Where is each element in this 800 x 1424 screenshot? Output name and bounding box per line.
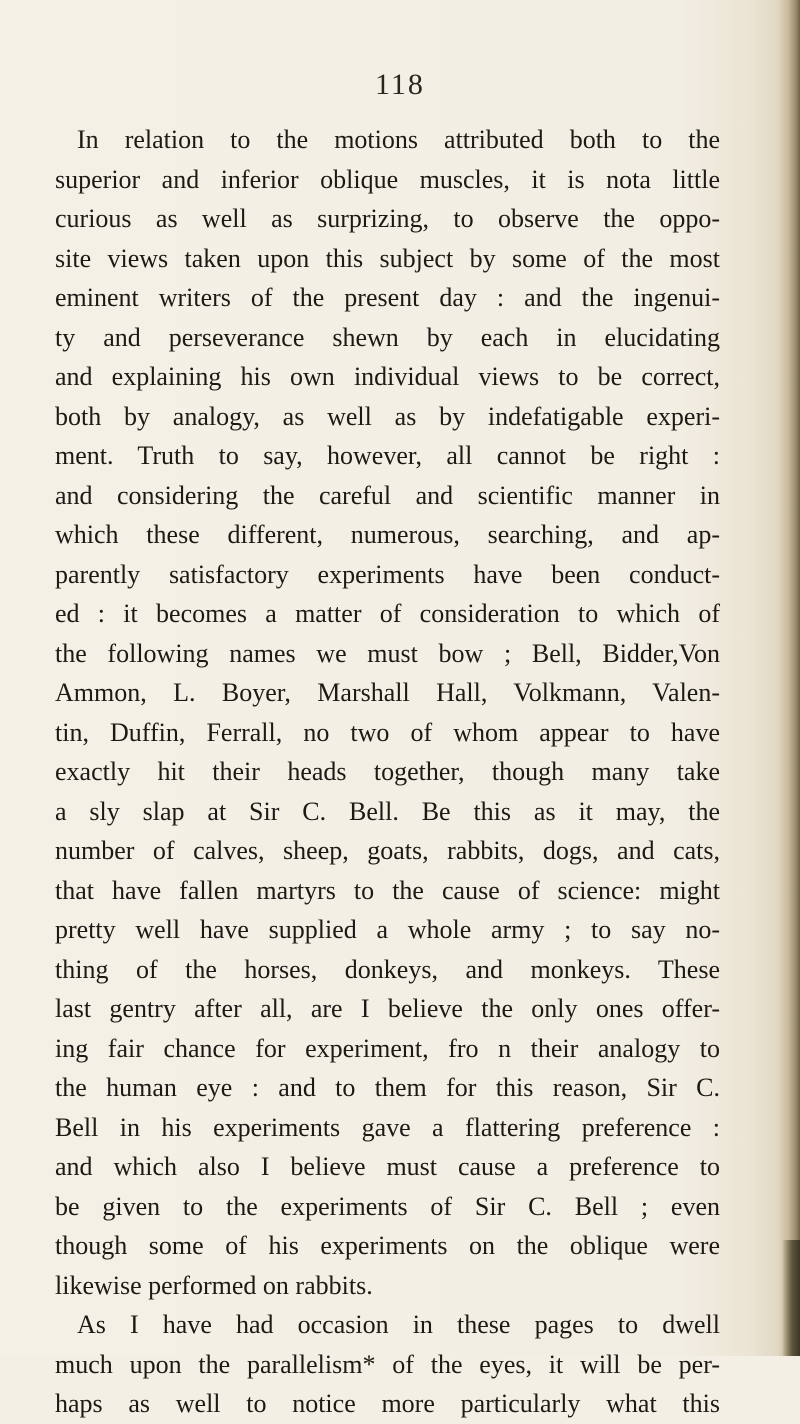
text-line: As I have had occasion in these pages to dwell bbox=[77, 1310, 720, 1339]
body-text bbox=[55, 120, 720, 1424]
text-line: ty and perseverance shewn by each in elucidating bbox=[55, 322, 720, 352]
text-line: haps as well to notice more particularly what this bbox=[55, 1389, 720, 1418]
text-line: and which also I believe must cause a preference to bbox=[55, 1152, 720, 1181]
text-line: site views taken upon this subject by some of the most bbox=[55, 243, 720, 273]
text-line: both by analogy, as well as by indefatigable experi- bbox=[55, 401, 720, 431]
text-line: the human eye : and to them for this reason, Sir C. bbox=[55, 1073, 720, 1102]
text-line: which these different, numerous, searching, and ap- bbox=[55, 520, 720, 549]
text-line: exactly hit their heads together, though many take bbox=[55, 757, 720, 786]
text-line: and explaining his own individual views to be correct, bbox=[55, 362, 720, 391]
text-line: likewise performed on rabbits. bbox=[55, 1270, 373, 1300]
text-line: Bell in his experiments gave a flattering preference : bbox=[55, 1112, 720, 1142]
text-line: last gentry after all, are I believe the only ones offer- bbox=[55, 994, 720, 1023]
text-line: Ammon, L. Boyer, Marshall Hall, Volkmann, Valen- bbox=[55, 678, 720, 707]
text-line: In relation to the motions attributed both to the bbox=[77, 125, 720, 154]
text-line: ing fair chance for experiment, fro n their analogy to bbox=[55, 1033, 720, 1063]
text-line: though some of his experiments on the oblique were bbox=[55, 1231, 720, 1260]
text-line: number of calves, sheep, goats, rabbits, dogs, and cats, bbox=[55, 836, 720, 865]
text-line: tin, Duffin, Ferrall, no two of whom appear to have bbox=[55, 717, 720, 747]
text-line: parently satisfactory experiments have been conduct- bbox=[55, 559, 720, 589]
text-line: superior and inferior oblique muscles, it is nota little bbox=[55, 164, 720, 194]
text-line: ed : it becomes a matter of consideration to which of bbox=[55, 599, 720, 628]
page-corner-shadow bbox=[782, 1240, 800, 1356]
text-line: and considering the careful and scientific manner in bbox=[55, 480, 720, 510]
text-line: much upon the parallelism* of the eyes, it will be per- bbox=[55, 1349, 720, 1379]
text-line: eminent writers of the present day : and the ingenui- bbox=[55, 283, 720, 312]
text-line: a sly slap at Sir C. Bell. Be this as it may, the bbox=[55, 796, 720, 826]
text-line: be given to the experiments of Sir C. Bell ; even bbox=[55, 1191, 720, 1221]
page-edge-shadow bbox=[778, 0, 800, 1356]
text-line: ment. Truth to say, however, all cannot be right : bbox=[55, 441, 720, 470]
text-line: curious as well as surprizing, to observe the oppo- bbox=[55, 204, 720, 233]
page-number: 118 bbox=[375, 68, 425, 101]
text-line: the following names we must bow ; Bell, Bidder,Von bbox=[55, 638, 720, 668]
text-line: thing of the horses, donkeys, and monkeys. These bbox=[55, 954, 720, 984]
text-line: pretty well have supplied a whole army ; to say no- bbox=[55, 915, 720, 944]
text-line: that have fallen martyrs to the cause of science: might bbox=[55, 875, 720, 905]
